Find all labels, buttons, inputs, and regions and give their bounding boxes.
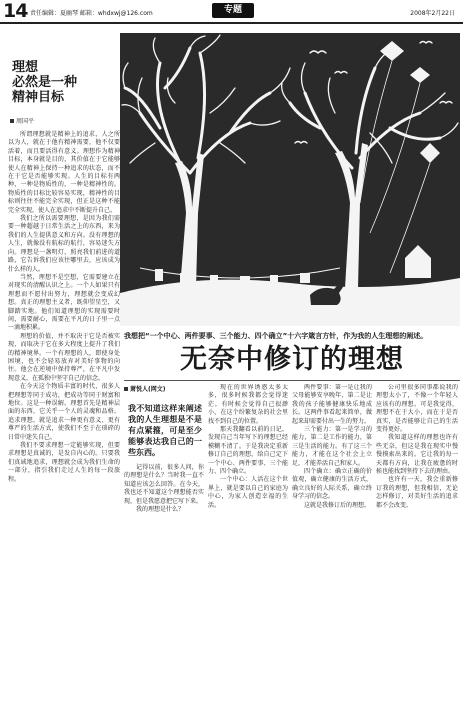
paragraph: 也许有一天，我会重新修订我的理想，但我相信，无论怎样修订，对美好生活的追求都不会改变。 [376, 476, 458, 509]
article-column-2 [208, 384, 288, 698]
issue-date: 2008年2月22日 [410, 10, 455, 17]
byline-marker-icon [124, 387, 128, 391]
title-line: 精神目标 [12, 90, 65, 105]
column-text [124, 464, 204, 514]
paragraph: 两件要事：第一是让我的父母能够安享晚年，第二是让我的孩子能够健康快乐地成长。这两件事看起来简单，做起来却需要付出一生的努力。 [292, 384, 372, 425]
article-lead: 我想把“一个中心、两件要事、三个能力、四个确立”十六字箴言方针，作为我的人生理想的阐述。 [124, 332, 428, 340]
paragraph: 那天我翻看以前的日记，发现自己当年写下的理想已经模糊不清了。于是我决定重新修订自己的理想，给自己定下一个中心、两件要事、三个能力、四个确立。 [208, 426, 288, 476]
author-marker-icon [10, 119, 14, 123]
title-line: 必然是一种 [12, 75, 78, 90]
editor-info: 责任编辑：夏幽琴 邮箱：whdxwj@126.com [30, 10, 153, 17]
column-text [292, 384, 372, 510]
header-rule [0, 22, 463, 24]
paragraph: 记得以前，很多人问，你的理想是什么？当时我一直不知道应该怎么回答。在今天，我也还不知道这个理想能否实现，但是我愿意把它写下来。 [124, 464, 204, 505]
tree-kite-illustration-icon [120, 33, 460, 326]
paragraph: 三个能力：第一是学习的能力，第二是工作的能力，第三是生活的能力。有了这三个能力，才能在这个社会上立足，才能养活自己和家人。 [292, 426, 372, 467]
left-article-author [8, 116, 120, 125]
paragraph: 当然，理想不是空想，它需要建立在对现实的清醒认识之上。一个人如果只有理想而不愿付出努力，理想就会变成幻想。真正的理想主义者，既仰望星空，又脚踏实地。他们知道理想的实现需要时间，需要耐心，需要在平凡的日子里一点一滴地积累。 [8, 273, 120, 332]
section-tag: 专题 [212, 3, 254, 18]
paragraph: 在今天这个物质丰富的时代，很多人把理想等同于成功，把成功等同于财富和地位。这是一种误解。理想首先是精神层面的东西，它关乎一个人的灵魂和品格。追求理想，就是追求一种更有意义、更有尊严的生活方式，使我们不至于在琐碎的日常中迷失自己。 [8, 383, 120, 441]
page-header [0, 0, 463, 24]
left-article-title [8, 60, 120, 105]
paper-cut-illustration [120, 33, 460, 326]
paragraph: 现在的世界诱惑太多太多，很多时候我都会觉得迷茫。有时候会觉得自己很渺小，在这个纷繁复杂的社会里找不到自己的位置。 [208, 384, 288, 425]
headline-rule [124, 380, 460, 381]
column-text [376, 384, 458, 510]
paragraph: 我知道这样的理想也许有些无奈，但这是我在现实中慢慢摸索出来的。它让我的每一天都有方向，让我在疲惫的时候也能找到坚持下去的理由。 [376, 434, 458, 476]
article-column-1 [124, 384, 204, 698]
paragraph: 我们之所以需要理想，是因为我们需要一种超越于日常生活之上的东西，来为我们的人生提供意义和方向。没有理想的人生，就像没有航标的航行，容易迷失方向。理想是一盏明灯，照亮我们前进的道路，它告诉我们应该往哪里去，应该成为什么样的人。 [8, 215, 120, 273]
paragraph: 我们不要求理想一定能够实现，但要求理想是真诚的，是发自内心的。只要我们真诚地追求，理想就会成为我们生命的一部分，指引我们走过人生的每一段旅程。 [8, 442, 120, 483]
paragraph: 所谓理想就是精神上的追求，人之所以为人，就在于他有精神需要，他不仅要活着，而且要活得有意义。理想作为精神目标，本身就是目的，其价值在于它能够使人在精神上保持一种追求的状态，而不在于它是否能够实现。人生的目标有两种，一种是物质性的，一种是精神性的。物质性的目标比较容易实现，精神性的目标则往往不能完全实现，但正是这种不能完全实现，使人在追求中不断提升自己。 [8, 131, 120, 214]
paragraph: 理想的价值，并不取决于它是否被实现，而取决于它在多大程度上提升了我们的精神境界。一个有理想的人，即使身处困境，也不会轻易放弃对美好事物的向往。他会在逆境中保持尊严，在平凡中发现意义，在孤独中坚守自己的信念。 [8, 332, 120, 382]
column-text [208, 384, 288, 510]
paragraph: 一个中心：人活在这个世界上，就是要以自己的家庭为中心，为家人创造幸福的生活。 [208, 476, 288, 509]
byline-text: 萧悦人(网文) [130, 386, 166, 393]
paragraph: 四个确立：确立正确的价值观，确立健康的生活方式，确立良好的人际关系，确立终身学习的信念。 [292, 468, 372, 501]
author-name: 周国平 [16, 118, 35, 125]
paragraph: 我的理想是什么？ [136, 506, 185, 514]
article-headline: 无奈中修订的理想 [180, 344, 404, 375]
article-byline [124, 384, 204, 393]
page-number: 14 [3, 0, 28, 22]
article-column-3 [292, 384, 372, 698]
left-article-body [8, 131, 120, 484]
title-line: 理想 [12, 60, 39, 75]
paragraph: 这就是我修订后的理想。 [304, 501, 371, 509]
left-article [8, 60, 120, 700]
article-column-4 [376, 384, 458, 698]
pull-quote: 我不知道这样来阐述我的人生理想是不是有点紧箍，可是至少能够表达我自己的一些东西。 [128, 403, 202, 457]
paragraph: 公司里很多同事都说我的理想太小了，不像一个年轻人应该有的理想。可是我觉得，理想不在于大小，而在于是否真实，是否能够让自己的生活变得更好。 [376, 384, 458, 434]
